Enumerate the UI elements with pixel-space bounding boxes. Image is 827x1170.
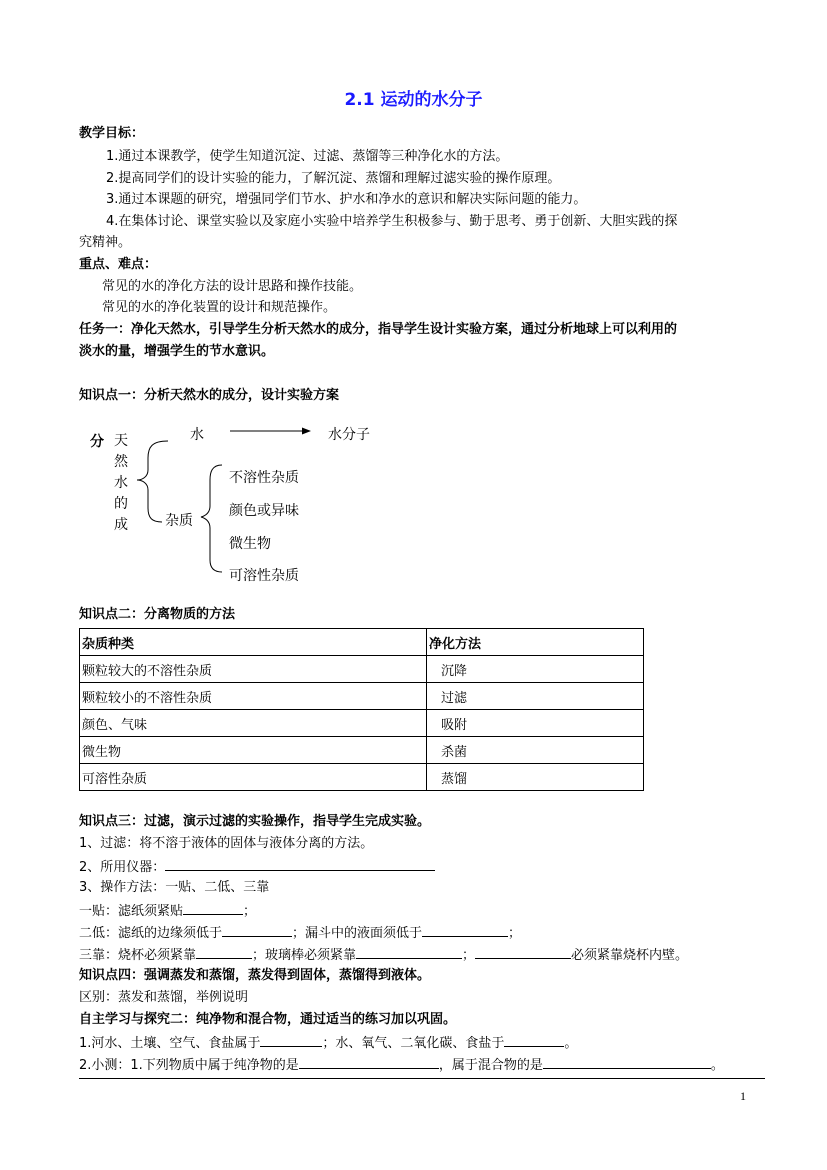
explore2-heading: 自主学习与探究二：纯净物和混合物，通过适当的练习加以巩固。 — [79, 1012, 457, 1027]
diagram-impurity-type: 微生物 — [229, 536, 271, 552]
kp3-line — [79, 922, 521, 944]
table-header-row — [80, 629, 644, 656]
blank-line[interactable] — [475, 944, 571, 959]
vertical-char: 然 — [114, 454, 128, 470]
kp3-line: 1、过滤：将不溶于液体的固体与液体分离的方法。 — [79, 836, 374, 851]
kp3-line — [79, 900, 256, 922]
question-text: ，属于混合物的是 — [438, 1058, 543, 1073]
objective-item: 2.提高同学们的设计实验的能力，了解沉淀、蒸馏和理解过滤实验的操作原理。 — [106, 171, 561, 186]
objective-item: 究精神。 — [79, 235, 132, 250]
table-row — [80, 710, 644, 737]
question-text: ；水、氧气、二氧化碳、食盐于 — [322, 1036, 505, 1051]
task1-line1: 任务一：净化天然水，引导学生分析天然水的成分，指导学生设计实验方案，通过分析地球上可以利用的 — [79, 322, 678, 337]
table-cell: 颜色、气味 — [80, 710, 427, 737]
blank-line[interactable] — [196, 944, 252, 959]
kp4-heading: 知识点四：强调蒸发和蒸馏，蒸发得到固体，蒸馏得到液体。 — [79, 968, 431, 983]
kp4-line: 区别：蒸发和蒸馏，举例说明 — [79, 990, 249, 1005]
vertical-char: 水 — [114, 475, 128, 491]
table-header-cell: 杂质种类 — [80, 629, 427, 656]
vertical-char: 天 — [114, 433, 128, 449]
blank-line[interactable] — [504, 1032, 564, 1047]
table-cell: 沉降 — [427, 656, 644, 683]
kp3-text: 必须紧靠烧杯内壁。 — [571, 948, 689, 963]
question-text: 。 — [710, 1058, 724, 1073]
inner-brace — [201, 465, 222, 572]
task1-line2: 淡水的量，增强学生的节水意识。 — [79, 344, 275, 359]
blank-line[interactable] — [260, 1032, 322, 1047]
arrow-head — [302, 428, 311, 435]
kp3-line: 3、操作方法：一贴、二低、三靠 — [79, 880, 270, 895]
blank-line[interactable] — [165, 856, 435, 871]
diagram-water-molecule: 水分子 — [328, 427, 370, 443]
page-title: 2.1 运动的水分子 — [344, 90, 483, 110]
kp3-heading: 知识点三：过滤，演示过滤的实验操作，指导学生完成实验。 — [79, 814, 431, 829]
diagram-impurity-type: 可溶性杂质 — [229, 568, 299, 584]
vertical-char: 的 — [114, 496, 128, 512]
objective-item: 1.通过本课教学，使学生知道沉淀、过滤、蒸馏等三种净化水的方法。 — [106, 149, 509, 164]
kp3-text: ；玻璃棒必须紧靠 — [252, 948, 357, 963]
objective-item: 4.在集体讨论、课堂实验以及家庭小实验中培养学生积极参与、勤于思考、勇于创新、大胆实践的探 — [106, 214, 678, 229]
page-number: 1 — [740, 1089, 746, 1103]
separation-table — [79, 628, 644, 791]
kp3-line — [79, 944, 688, 966]
kp3-line — [79, 856, 435, 878]
table-row — [80, 683, 644, 710]
kp1-heading: 知识点一：分析天然水的成分，设计实验方案 — [79, 388, 340, 403]
table-row — [80, 764, 644, 791]
table-row — [80, 737, 644, 764]
diagram-impurity: 杂质 — [165, 513, 193, 529]
kp3-text: 三靠：烧杯必须紧靠 — [79, 948, 197, 963]
kp3-text: 一贴：滤纸须紧贴 — [79, 904, 184, 919]
table-cell: 可溶性杂质 — [80, 764, 427, 791]
outer-brace — [137, 441, 168, 522]
question-text: 2.小测：1.下列物质中属于纯净物的是 — [79, 1058, 299, 1073]
diagram-water: 水 — [190, 427, 204, 443]
kp3-text: ；漏斗中的液面须低于 — [292, 926, 423, 941]
objective-item: 3.通过本课题的研究，增强同学们节水、护水和净水的意识和解决实际问题的能力。 — [106, 192, 587, 207]
blank-line[interactable] — [543, 1054, 711, 1069]
kp3-text: 2、所用仪器： — [79, 860, 166, 875]
explore2-question — [79, 1032, 577, 1054]
table-cell: 蒸馏 — [427, 764, 644, 791]
blank-line[interactable] — [422, 922, 508, 937]
table-cell: 颗粒较大的不溶性杂质 — [80, 656, 427, 683]
kp3-text: 二低：滤纸的边缘须低于 — [79, 926, 223, 941]
table-cell: 微生物 — [80, 737, 427, 764]
footer-rule — [79, 1078, 765, 1079]
vertical-char: 成 — [114, 517, 128, 533]
diagram-fen: 分 — [90, 434, 104, 450]
table-header-cell: 净化方法 — [427, 629, 644, 656]
table-row — [80, 656, 644, 683]
kp3-text: ； — [243, 904, 257, 919]
kp2-heading: 知识点二：分离物质的方法 — [79, 607, 236, 622]
explore2-question — [79, 1054, 724, 1076]
table-cell: 杀菌 — [427, 737, 644, 764]
keypoint-item: 常见的水的净化装置的设计和规范操作。 — [102, 300, 337, 315]
blank-line[interactable] — [222, 922, 292, 937]
blank-line[interactable] — [299, 1054, 439, 1069]
keypoints-heading: 重点、难点： — [79, 257, 158, 272]
table-cell: 过滤 — [427, 683, 644, 710]
blank-line[interactable] — [356, 944, 462, 959]
question-text: 。 — [564, 1036, 578, 1051]
table-cell: 吸附 — [427, 710, 644, 737]
diagram-impurity-type: 颜色或异味 — [229, 503, 299, 519]
kp3-text: ； — [508, 926, 522, 941]
keypoint-item: 常见的水的净化方法的设计思路和操作技能。 — [102, 279, 363, 294]
blank-line[interactable] — [183, 900, 243, 915]
diagram-impurity-type: 不溶性杂质 — [229, 470, 299, 486]
objectives-heading: 教学目标： — [79, 126, 145, 141]
kp3-text: ； — [462, 948, 476, 963]
question-text: 1.河水、土壤、空气、食盐属于 — [79, 1036, 261, 1051]
table-cell: 颗粒较小的不溶性杂质 — [80, 683, 427, 710]
